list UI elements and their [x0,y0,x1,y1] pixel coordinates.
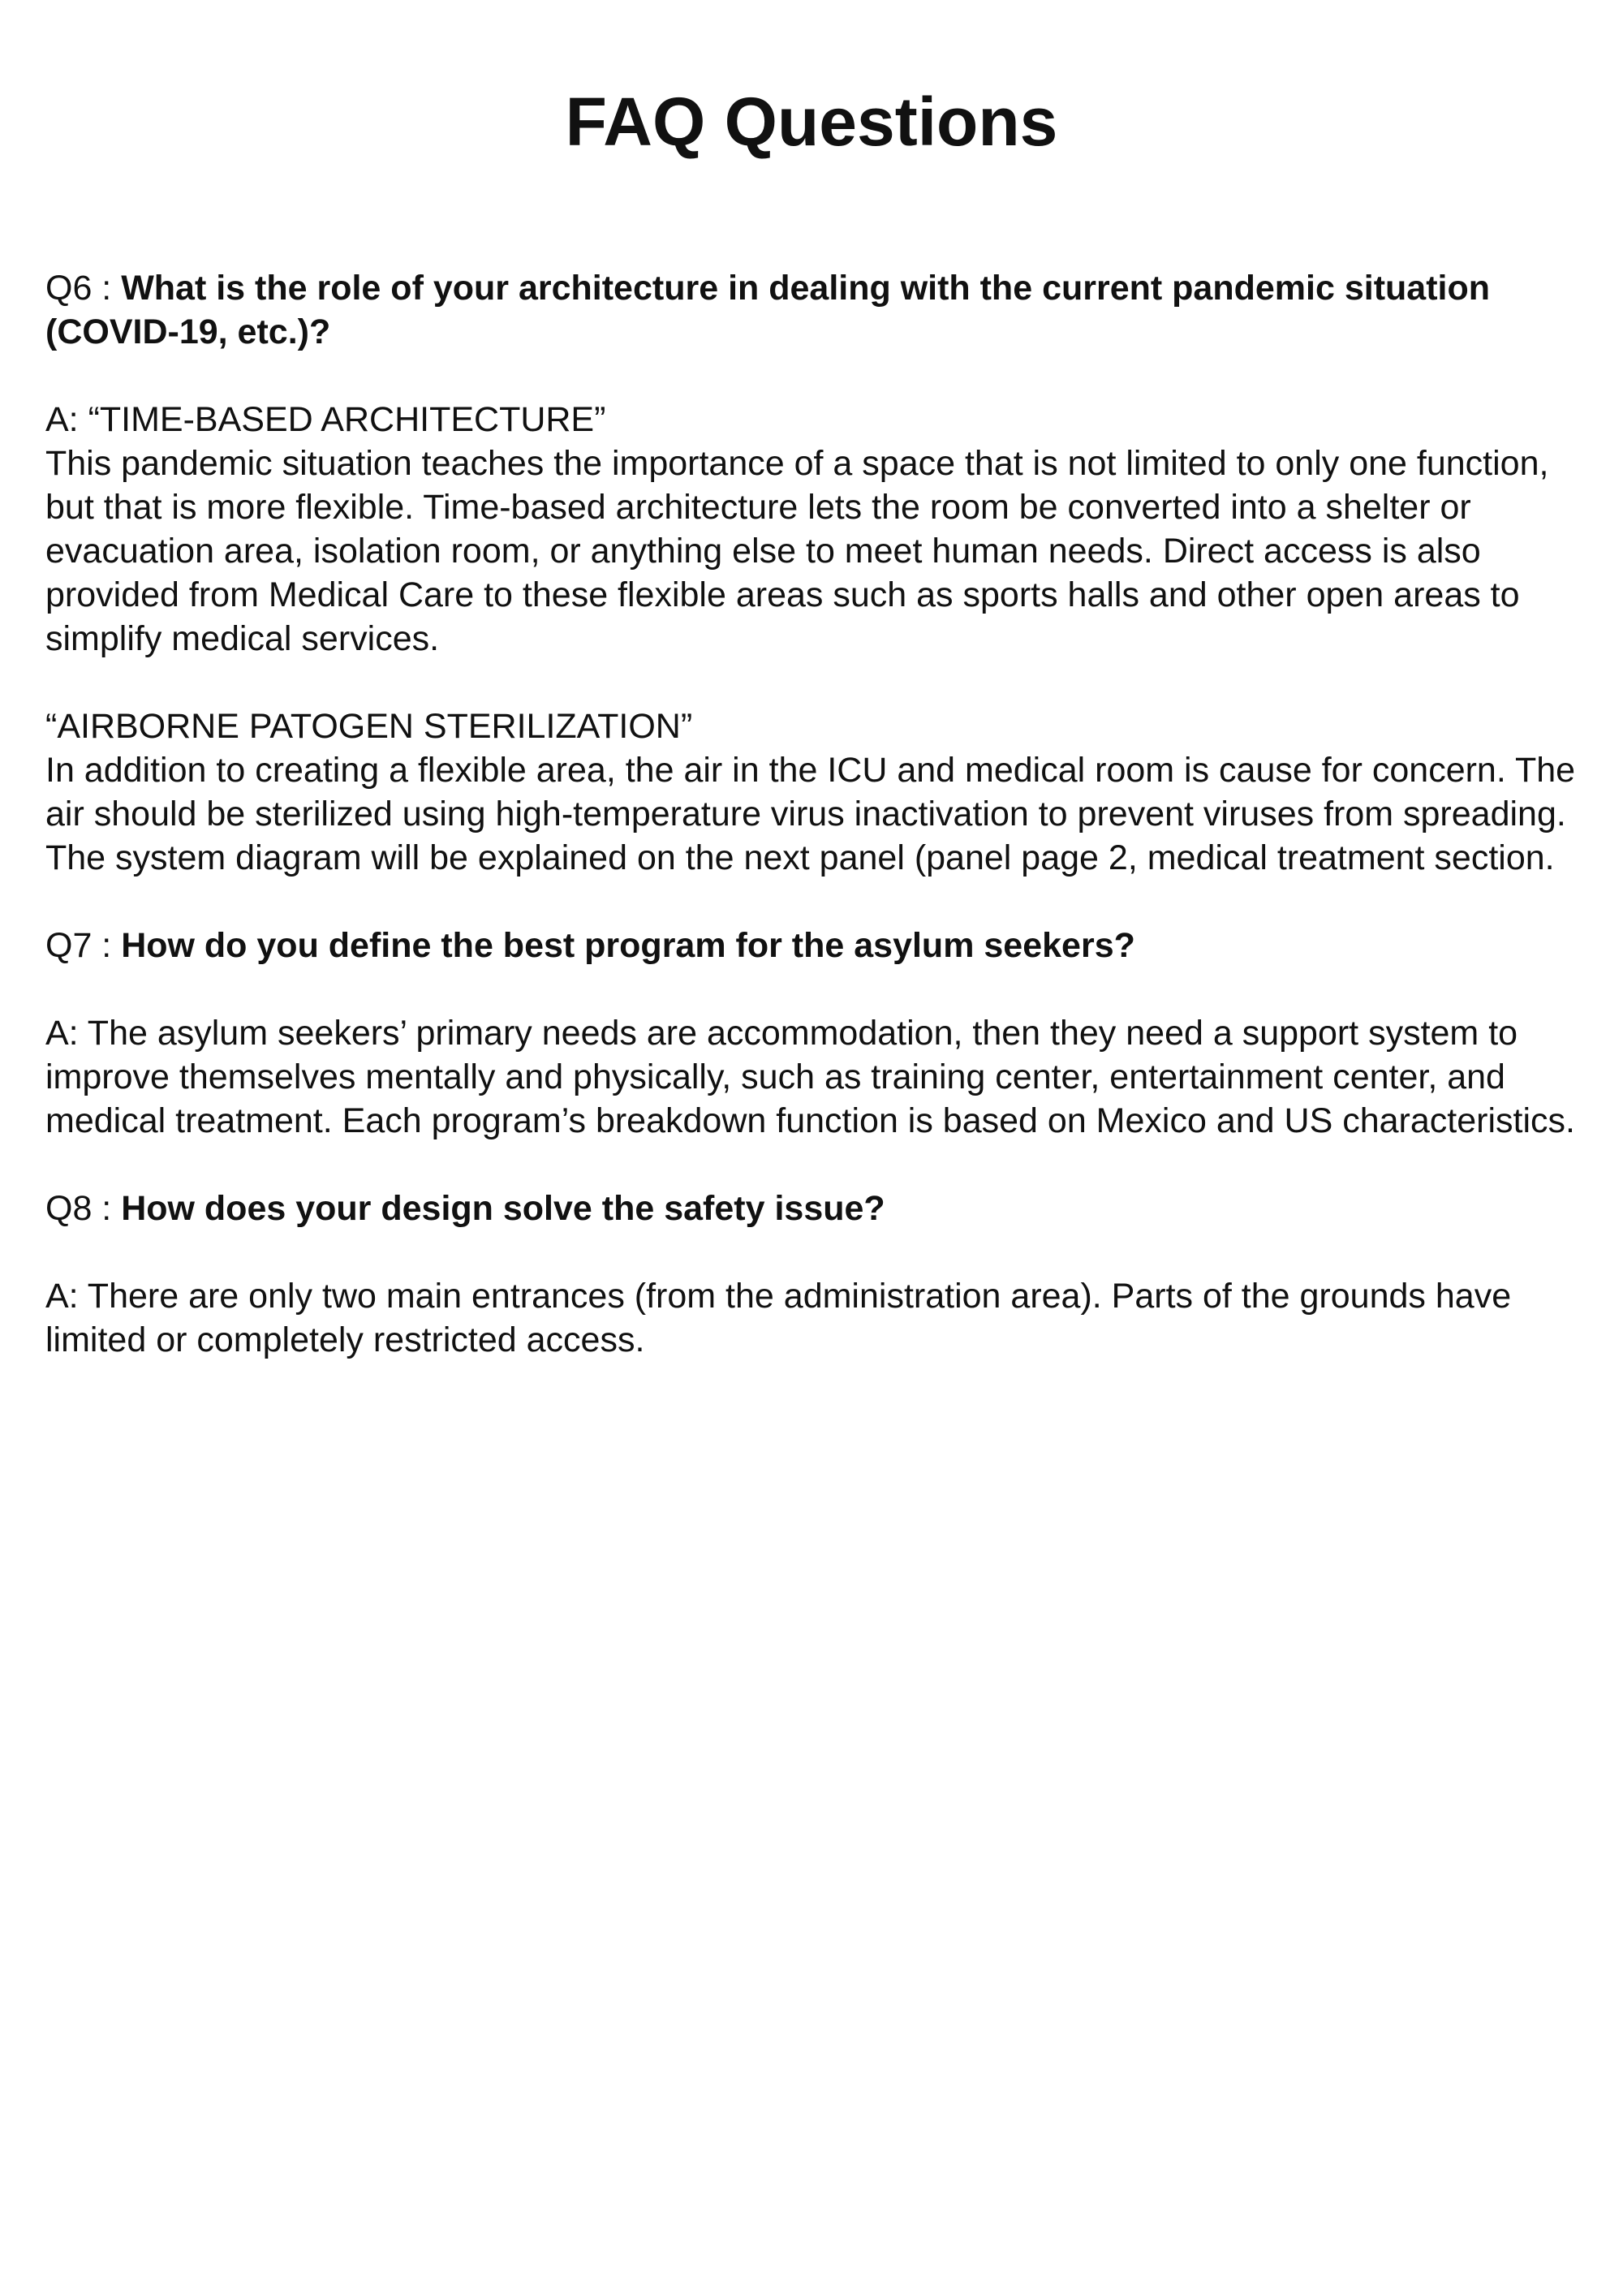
q8-prefix: Q8 : [45,1189,122,1228]
q8-question-text: How does your design solve the safety issue? [121,1189,885,1228]
q6-question-text: What is the role of your architecture in dealing with the current pandemic situation (COVID-19, etc.)? [45,269,1490,351]
q7-question [45,924,1587,967]
q6-answer-heading-2: “AIRBORNE PATOGEN STERILIZATION” [45,707,693,746]
page-title: FAQ Questions [565,84,1058,160]
q7-prefix: Q7 : [45,926,122,965]
q7-question-text: How do you define the best program for the asylum seekers? [121,926,1135,965]
q8-question [45,1187,1587,1230]
q8-answer: A: There are only two main entrances (from the administration area). Parts of the grounds have limited or completely restricted access. [45,1277,1512,1359]
q6-answer-heading-1: A: “TIME-BASED ARCHITECTURE” [45,400,606,439]
q6-question [45,266,1587,354]
q6-answer-body-2: In addition to creating a flexible area, the air in the ICU and medical room is cause for concern. The air should be sterilized using high-temperature virus inactivation to prevent viruses from spreading. The system diagram will be explained on the next panel (panel page 2, medical treatment section. [45,751,1576,877]
q6-prefix: Q6 : [45,269,122,308]
q7-answer: A: The asylum seekers’ primary needs are accommodation, then they need a support system to improve themselves mentally and physically, such as training center, entertainment center, and medical treatment. Each program’s breakdown function is based on Mexico and US characteristics. [45,1014,1575,1140]
q6-answer-body-1: This pandemic situation teaches the importance of a space that is not limited to only one function, but that is more flexible. Time-based architecture lets the room be converted into a shelter or evacuation area, isolation room, or anything else to meet human needs. Direct access is also provided from Medical Care to these flexible areas such as sports halls and other open areas to simplify medical services. [45,444,1549,658]
faq-content [45,266,1587,1362]
